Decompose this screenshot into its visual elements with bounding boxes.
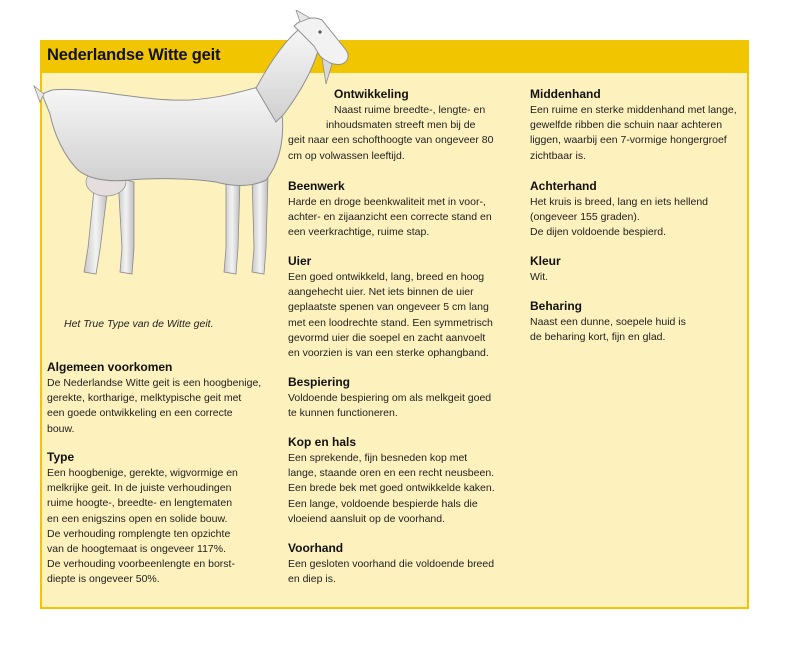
section-line: en diep is. [288, 573, 336, 586]
section-title: Kop en hals [288, 435, 357, 449]
section-line: Harde en droge beenkwaliteit met in voor-, [288, 196, 486, 208]
section-line: geit naar een schofthoogte van ongeveer 80 [288, 134, 494, 147]
section-line: vloeiend aansluit op de voorhand. [288, 512, 446, 525]
section-line: De verhouding romplengte ten opzichte [47, 527, 231, 540]
section-line: gerekte, kortharige, melktypische geit met [47, 392, 242, 405]
section-line: Een lange, voldoende bespierde hals die [288, 497, 478, 510]
section-middenhand [530, 86, 737, 164]
section-line: gewelfde ribben die schuin naar achteren [530, 119, 723, 132]
section-line: De Nederlandse Witte geit is een hoogbenige, [47, 377, 262, 389]
section-line: geplaatste spenen van ongeveer 5 cm lang [288, 301, 489, 314]
section-line: Het kruis is breed, lang en iets hellend [530, 196, 709, 208]
section-line: inhoudsmaten streeft men bij de [326, 119, 476, 132]
section-line: Naast ruime breedte-, lengte- en [334, 104, 486, 116]
section-line: met een loodrechte stand. Een symmetrisch [288, 316, 493, 329]
section-line: bouw. [47, 422, 75, 435]
section-achterhand [530, 178, 708, 241]
section-ontwikkeling [288, 86, 494, 164]
section-type [47, 449, 238, 588]
section-line: achter- en zijaanzicht een correcte stand en [288, 211, 492, 224]
section-title: Middenhand [530, 87, 601, 101]
section-title: Type [47, 450, 75, 464]
section-title: Kleur [530, 254, 561, 268]
section-title: Achterhand [530, 179, 597, 193]
section-line: Een ruime en sterke middenhand met lange, [530, 104, 737, 116]
section-beenwerk [288, 178, 492, 241]
section-line: een veerkrachtige, ruime stap. [288, 226, 430, 239]
section-title: Ontwikkeling [334, 87, 409, 101]
section-line: aangehecht uier. Net iets binnen de uier [288, 286, 474, 299]
section-line: Een sprekende, fijn besneden kop met [288, 452, 468, 464]
section-line: Wit. [530, 271, 549, 283]
section-line: Een brede bek met goed ontwikkelde kaken. [288, 482, 495, 495]
section-title: Beenwerk [288, 179, 345, 193]
section-voorhand [288, 540, 494, 587]
section-title: Uier [288, 254, 312, 268]
section-line: Een goed ontwikkeld, lang, breed en hoog [288, 271, 485, 283]
section-line: de beharing kort, fijn en glad. [530, 331, 666, 344]
section-line: De verhouding voorbeenlengte en borst- [47, 558, 235, 571]
section-line: diepte is ongeveer 50%. [47, 573, 160, 586]
section-line: te kunnen functioneren. [288, 407, 398, 420]
section-line: Voldoende bespiering om als melkgeit goed [288, 392, 492, 404]
section-line: Een hoogbenige, gerekte, wigvormige en [47, 467, 238, 479]
section-line: gevormd uier die soepel en zacht aanvoelt [288, 331, 486, 344]
figure-caption: Het True Type van de Witte geit. [64, 318, 214, 330]
section-line: De dijen voldoende bespierd. [530, 226, 667, 239]
section-line: een goede ontwikkeling en een correcte [47, 407, 233, 420]
section-line: en een enigszins open en solide bouw. [47, 512, 228, 525]
section-line: cm op volwassen leeftijd. [288, 149, 405, 162]
section-kleur [530, 253, 561, 285]
page-title: Nederlandse Witte geit [47, 46, 221, 64]
section-uier [288, 253, 493, 361]
section-title: Voorhand [288, 541, 344, 555]
section-algemeen-voorkomen [47, 359, 261, 437]
section-line: liggen, waarbij een 7-vormige hongergroef [530, 134, 727, 147]
section-line: ruime hoogte-, breedte- en lengtematen [47, 497, 233, 510]
section-line: (ongeveer 155 graden). [530, 211, 640, 224]
section-title: Bespiering [288, 375, 351, 389]
section-line: van de hoogtemaat is ongeveer 117%. [47, 543, 227, 556]
section-title: Beharing [530, 299, 583, 313]
section-beharing [530, 298, 686, 345]
section-line: zichtbaar is. [530, 149, 587, 162]
section-line: melkrijke geit. In de juiste verhoudingen [47, 482, 232, 495]
section-line: Een gesloten voorhand die voldoende breed [288, 558, 495, 570]
section-line: Naast een dunne, soepele huid is [530, 316, 686, 328]
section-line: en voorzien is van een sterke ophangband. [288, 347, 489, 360]
section-kop-en-hals [288, 434, 495, 527]
section-line: lange, staande oren en een recht neusbeen. [288, 467, 495, 480]
section-title: Algemeen voorkomen [47, 360, 173, 374]
section-bespiering [288, 374, 491, 421]
